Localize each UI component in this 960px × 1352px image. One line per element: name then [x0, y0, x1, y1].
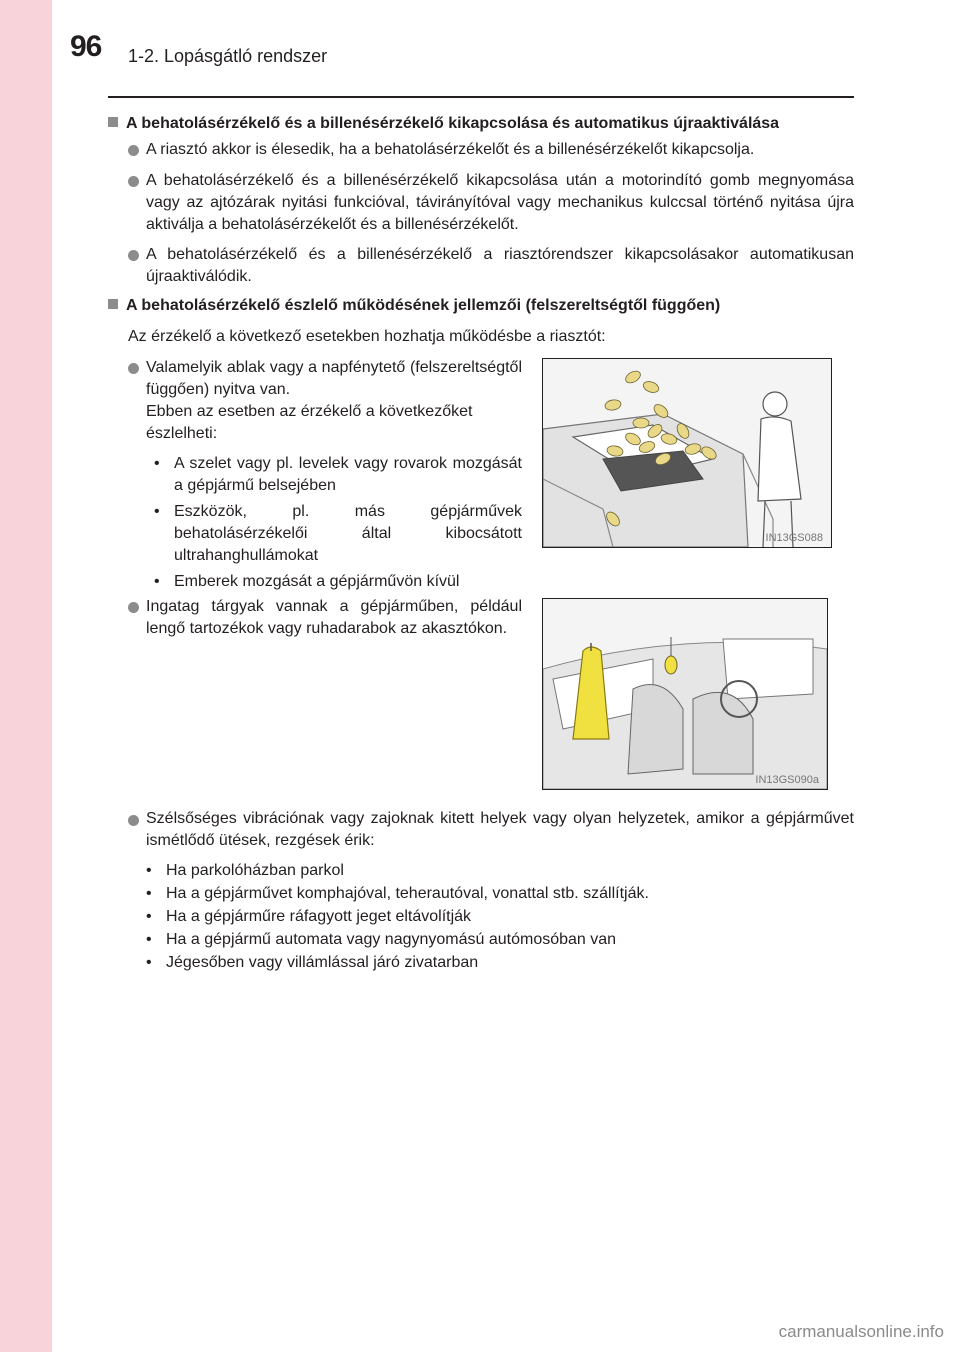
footer-watermark: carmanualsonline.info [778, 1322, 944, 1341]
vibration-text: Szélsőséges vibrációnak vagy zajoknak kitett helyek vagy olyan helyzetek, amikor a gépjárművet ismétlődő ütések, rezgések érik: [146, 810, 854, 849]
page-number: 96 [70, 30, 102, 63]
bullet-text: A behatolásérzékelő és a billenésérzékelő a riasztórendszer kikapcsolásakor automatikusan újraaktiválódik. [146, 246, 854, 285]
circle-bullet-icon [128, 363, 139, 374]
heading-sensor-characteristics: A behatolásérzékelő észlelő működésének jellemzői (felszereltségtől függően) [108, 295, 868, 317]
list-item: • Jégesőben vagy villámlással járó zivatarban [146, 954, 479, 971]
square-bullet-icon [108, 117, 118, 127]
circle-bullet-icon [128, 602, 139, 613]
circle-bullet-icon [128, 815, 139, 826]
list-item: • Emberek mozgását a gépjárművön kívül [154, 573, 460, 590]
list-item: • Ha a gépjárműre ráfagyott jeget eltávolítják [146, 908, 472, 925]
circle-bullet-icon [128, 145, 139, 156]
square-bullet-icon [108, 299, 118, 309]
sunroof-leaves-illustration [542, 358, 832, 548]
list-item: • Ha a gépjármű automata vagy nagynyomású autómosóban van [146, 931, 617, 948]
bullet-text: A behatolásérzékelő és a billenésérzékelő kikapcsolása után a motorindító gomb megnyomása vagy az ajtózárak nyitási funkcióval, távirányítóval vagy mechanikus kulccsal történő nyitása újra aktiválja a behatolásérzékelőt és a billenésérzékelőt. [146, 172, 854, 233]
image-code: IN13GS090a [755, 774, 819, 786]
list-item: • A szelet vagy pl. levelek vagy rovarok mozgását a gépjármű belsejében [154, 455, 522, 494]
interior-hanging-coat-illustration [542, 598, 828, 790]
window-open-detect-text: Ebben az esetben az érzékelő a következőket észlelheti: [146, 403, 473, 442]
circle-bullet-icon [128, 250, 139, 261]
section-title: 1-2. Lopásgátló rendszer [128, 46, 328, 66]
window-open-item [146, 357, 522, 597]
loose-objects-text: Ingatag tárgyak vannak a gépjárműben, például lengő tartozékok vagy ruhadarabok az akasztókon. [146, 598, 522, 637]
image-code: IN13GS088 [765, 532, 823, 544]
heading-deactivation: A behatolásérzékelő és a billenésérzékelő kikapcsolása és automatikus újraaktiválása [108, 113, 868, 135]
list-item: • Ha a gépjárművet komphajóval, teherautóval, vonattal stb. szállítják. [146, 885, 649, 902]
vibration-list [146, 860, 846, 975]
side-color-strip [0, 0, 52, 1352]
intro-text: Az érzékelő a következő esetekben hozhatja működésbe a riasztót: [128, 328, 606, 345]
circle-bullet-icon [128, 176, 139, 187]
list-item: • Eszközök, pl. más gépjárművek behatolásérzékelői által kibocsátott ultrahanghullámokat [154, 503, 522, 564]
bullet-text: A riasztó akkor is élesedik, ha a behatolásérzékelőt és a billenésérzékelőt kikapcsolja. [146, 141, 755, 158]
window-open-text: Valamelyik ablak vagy a napfénytető (felszereltségtől függően) nyitva van. [146, 359, 522, 398]
header-rule [108, 96, 854, 98]
list-item: • Ha parkolóházban parkol [146, 862, 344, 879]
